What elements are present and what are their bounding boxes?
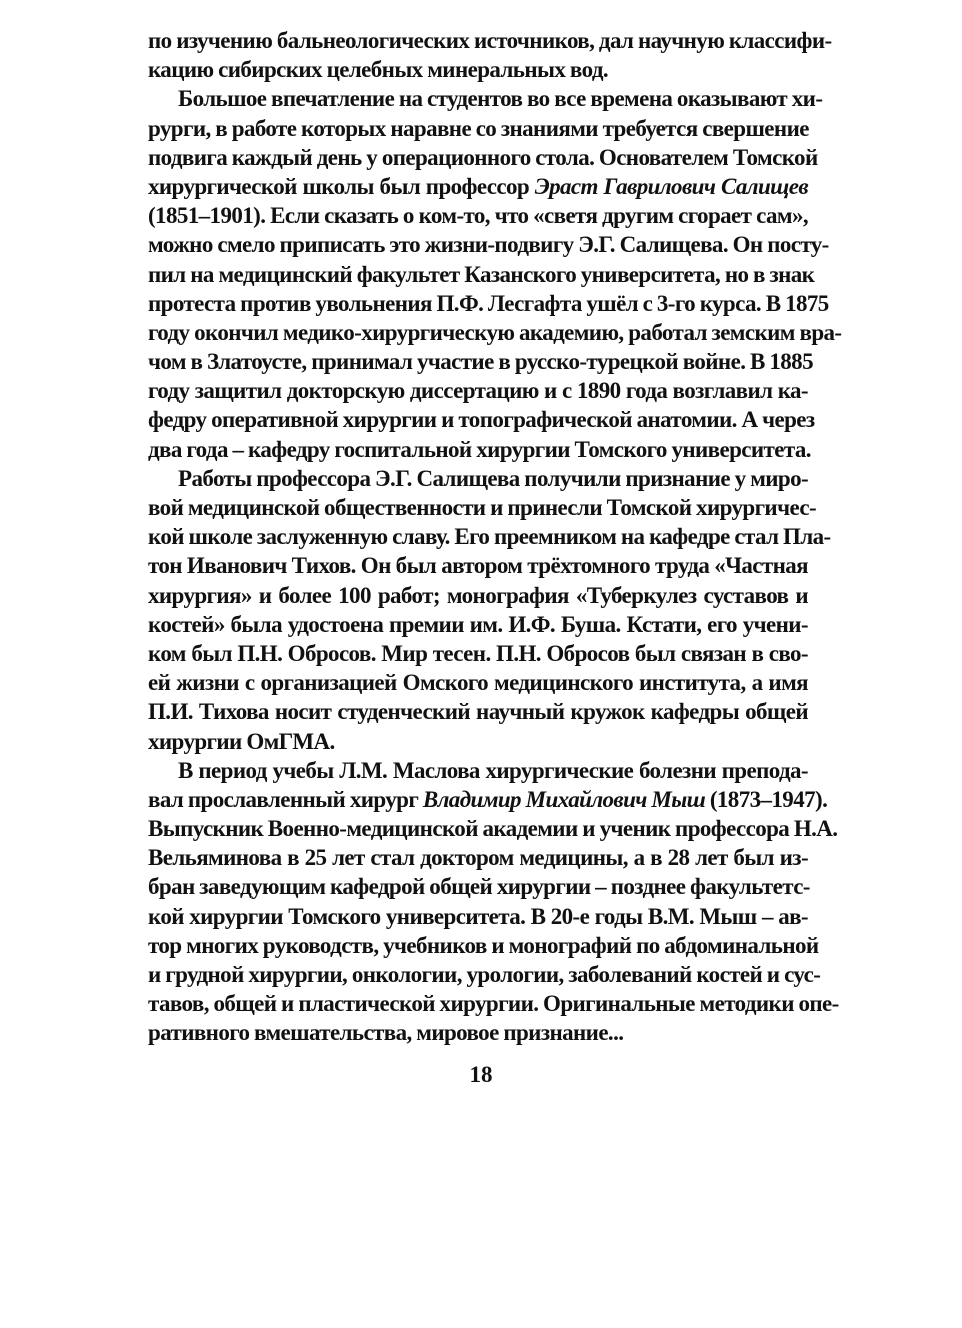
text-line: вой медицинской общественности и принесли Томской хирургичес- [148, 495, 816, 520]
text-line: Вельяминова в 25 лет стал доктором медицины, а в 28 лет был из- [148, 845, 808, 871]
text-line: пил на медицинский факультет Казанского университета, но в знак [148, 261, 815, 287]
text-line: ком был П.Н. Обросов. Мир тесен. П.Н. Обросов был связан в сво- [148, 640, 808, 666]
text-segment: (1873–1947). [705, 786, 828, 812]
text-line: Большое впечатление на студентов во все времена оказывают хи- [178, 86, 823, 112]
text-line: протеста против увольнения П.Ф. Лесгафта ушёл с 3-го курса. В 1875 [148, 290, 829, 316]
paragraph [148, 26, 832, 84]
text-line: году окончил медико-хирургическую академию, работал земским вра- [148, 319, 842, 345]
text-line [148, 785, 828, 814]
paragraph [148, 84, 842, 463]
text-line: по изучению бальнеологических источников, дал научную классифи- [148, 28, 832, 53]
text-segment: хирургической школы был профессор [148, 173, 535, 199]
paragraph [148, 464, 831, 756]
text-line: Работы профессора Э.Г. Салищева получили признание у миро- [178, 465, 809, 491]
text-line [148, 172, 808, 201]
body-text [148, 26, 842, 1048]
paragraph [148, 756, 839, 1048]
person-name: Владимир Михайлович Мыш [422, 786, 706, 812]
text-line: ей жизни с организацией Омского медицинского института, а имя [148, 670, 808, 696]
text-line: бран заведующим кафедрой общей хирургии – позднее факультетс- [148, 874, 810, 900]
text-line: можно смело приписать это жизни-подвигу Э.Г. Салищева. Он посту- [148, 232, 829, 258]
text-line: федру оперативной хирургии и топографической анатомии. А через [148, 407, 815, 433]
text-line: хирургии ОмГМА. [148, 728, 335, 754]
text-line: два года – кафедру госпитальной хирургии Томского университета. [148, 436, 811, 462]
text-line: году защитил докторскую диссертацию и с 1890 года возглавил ка- [148, 378, 808, 404]
text-line: рурги, в работе которых наравне со знаниями требуется свершение [148, 115, 809, 141]
text-line: кацию сибирских целебных минеральных вод. [148, 57, 609, 83]
text-line: костей» была удостоена премии им. И.Ф. Буша. Кстати, его учени- [148, 611, 808, 637]
text-line: кой хирургии Томского университета. В 20-е годы В.М. Мыш – ав- [148, 903, 808, 929]
page-number: 18 [469, 1062, 493, 1087]
text-line: П.И. Тихова носит студенческий научный кружок кафедры общей [148, 699, 808, 725]
text-line: тон Иванович Тихов. Он был автором трёхтомного труда «Частная [148, 553, 808, 579]
text-line: тор многих руководств, учебников и монографий по абдоминальной [148, 932, 819, 958]
person-name: Эраст Гаврилович Салищев [534, 173, 808, 199]
text-segment: вал прославленный хирург [148, 786, 423, 812]
text-line: тавов, общей и пластической хирургии. Оригинальные методики опе- [148, 991, 839, 1017]
text-line: кой школе заслуженную славу. Его преемником на кафедре стал Пла- [148, 524, 831, 550]
text-line: В период учебы Л.М. Маслова хирургические болезни препода- [178, 757, 808, 783]
text-line: ративного вмешательства, мировое признание... [148, 1020, 624, 1046]
text-line: и грудной хирургии, онкологии, урологии, заболеваний костей и сус- [148, 962, 821, 987]
text-line: (1851–1901). Если сказать о ком-то, что «светя другим сгорает сам», [148, 203, 808, 229]
text-line: Выпускник Военно-медицинской академии и ученик профессора Н.А. [148, 816, 838, 842]
text-line: хирургия» и более 100 работ; монография «Туберкулез суставов и [148, 582, 808, 608]
text-line: подвига каждый день у операционного стола. Основателем Томской [148, 144, 818, 170]
text-line: чом в Златоусте, принимал участие в русско-турецкой войне. В 1885 [148, 349, 813, 375]
